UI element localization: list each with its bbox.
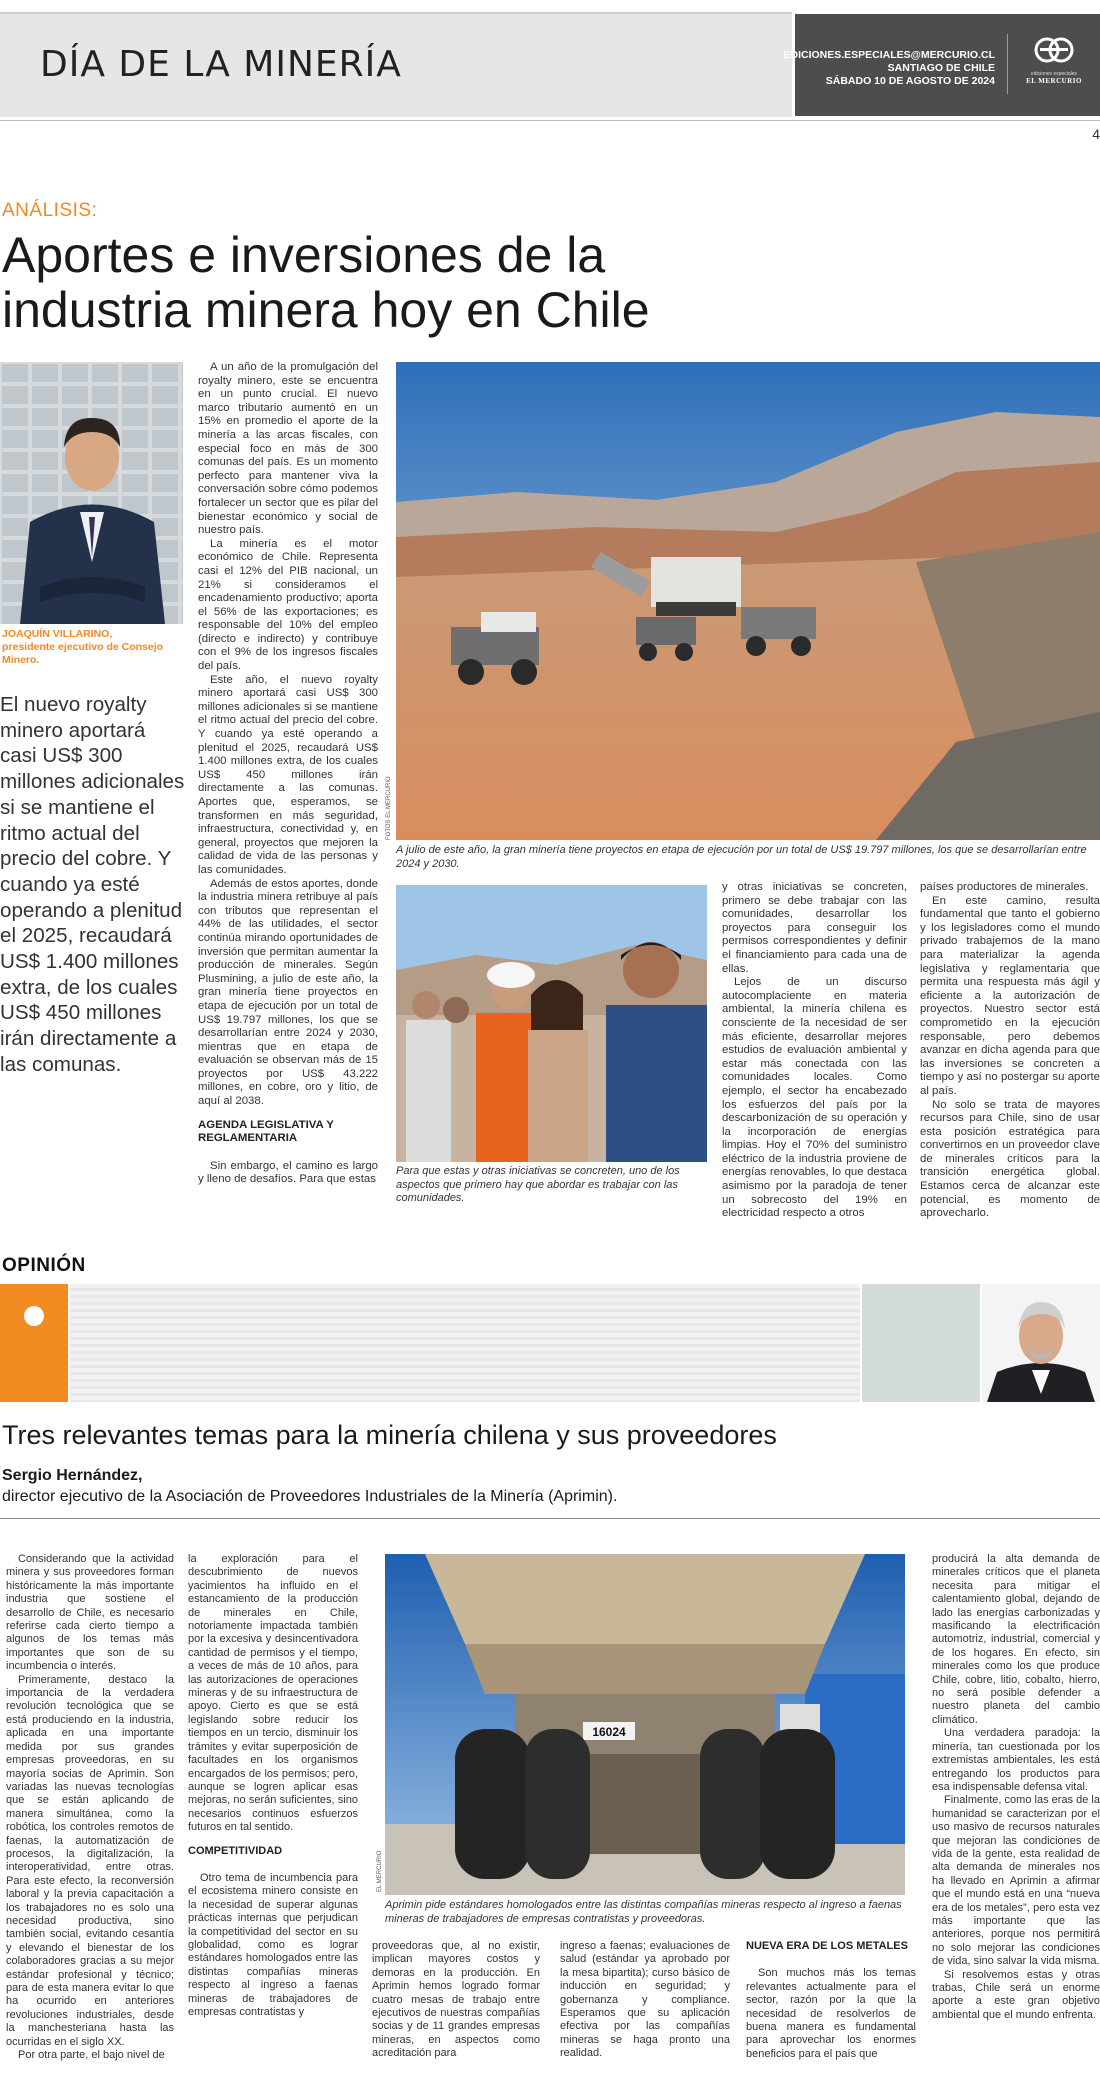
header-divider bbox=[1007, 34, 1008, 94]
paragraph: países productores de minerales. bbox=[920, 881, 1089, 893]
photo-credit: FOTOS EL MERCURIO bbox=[386, 776, 392, 840]
opinion-accent-block bbox=[0, 1284, 68, 1402]
article-column-2 bbox=[722, 881, 907, 1221]
opinion-author-role: director ejecutivo de la Asociación de Proveedores Industriales de la Minería (Aprimin). bbox=[2, 1488, 618, 1505]
paragraph: No solo se trata de mayores recursos para Chile, sino de usar esta posición estratégica para convertirnos en un proveedor clave de minerales críticos para la transición energética global. Estamos cerca de alcanzar este potencial, es momento de aprovecharlo. bbox=[920, 1098, 1100, 1220]
paragraph: Sin embargo, el camino es largo y lleno de desafíos. Para que estas bbox=[198, 1159, 378, 1186]
paragraph: Además de estos aportes, donde la industria minera retribuye al país con tributos que representan el 44% de las utilidades, el sector continúa mirando oportunidades de inversión que permitan aumentar la producción de minerales. Según Plusmining, a julio de este año, la gran minería tiene proyectos en etapa de ejecución por un total de US$ 19.797 millones, los que se desarrollarían entre 2024 y 2030, mientras que en etapa de evaluación se observan más de 15 proyectos por US$ 43.222 millones, en cobre, oro y litio, de aquí al 2038. bbox=[198, 877, 378, 1108]
paragraph: ingreso a faenas; evaluaciones de salud (estándar ya aprobado por la mesa bipartita); curso básico de inducción en seguridad; y gobernanza y compliance. Esperamos que su aplicación efectiva por las compañías mineras se haga pronto una realidad. bbox=[560, 1940, 730, 2060]
opinion-headline: Tres relevantes temas para la minería chilena y sus proveedores bbox=[2, 1420, 777, 1450]
mine-photo-caption: A julio de este año, la gran minería tiene proyectos en etapa de ejecución por un total de US$ 19.797 millones, los que se desarrollarían entre 2024 y 2030. bbox=[396, 844, 1087, 870]
el-mercurio-logo bbox=[1021, 36, 1087, 96]
paragraph: proveedoras que, al no existir, implican mayores costos y demoras en la producción. En Aprimin hemos logrado formar cuatro mesas de trabajo entre ejecutivos de nuestras compañías socias y de 11 grandes empresas mineras, en aspectos como acreditación para bbox=[372, 1940, 540, 2060]
opinion-teal-block bbox=[862, 1284, 980, 1402]
paragraph: Finalmente, como las eras de la humanidad se caracterizan por el uso masivo de recursos naturales que mejoran las condiciones de vida de la gente, esta realidad de alta demanda de minerales nos ha llevado en Aprimin a afirmar que el mundo está en una “nueva era de los metales”, pero esta vez más importante que las anteriores, porque nos permitirá no solo mejorar las condiciones de vida, sino salvar la vida misma. bbox=[932, 1794, 1100, 1968]
opinion-column-5 bbox=[746, 1940, 916, 2061]
header-info-box bbox=[783, 14, 1100, 116]
paragraph: Lejos de un discurso autocomplaciente en materia ambiental, la minería chilena es consciente de la necesidad de ser más eficiente, desarrollar mejores estudios de evaluación ambiental y estar más conectada con las comunidades locales. Como ejemplo, el sector ha encabezado los esfuerzos del país por la descarbonización de su operación y la incorporación de energías limpias. Hoy el 70% del suministro eléctrico de la industria proviene de energías renovables, lo que destaca asimismo por la paradoja de tener un sobrecosto del 19% en electricidad respecto a otros bbox=[722, 976, 907, 1220]
header-city: SANTIAGO DE CHILE bbox=[887, 62, 995, 74]
article-kicker: ANÁLISIS: bbox=[2, 200, 98, 221]
paragraph: La minería es el motor económico de Chile. Representa casi el 12% del PIB nacional, un 21% si consideramos el encadenamiento productivo; aporta el 56% de las exportaciones; es responsable del 10% del empleo (directo e indirecto) y contribuye con el 9% de los ingresos fiscales del país. bbox=[198, 537, 378, 673]
paragraph: Primeramente, destaco la importancia de la verdadera revolución tecnológica que se está produciendo en la industria, aplicada en una importante medida por sus grandes empresas proveedoras, en su mayoría socias de Aprimin. Son variadas las nuevas tecnologías que se están aplicando de manera simultánea, como la robótica, los controles remotos de faenas, la automatización de procesos, la digitalización, la interoperatividad, entre otras. Para este efecto, la reconversión laboral y la previa capacitación a los trabajadores no es solo una necesidad productiva, sino también social, evitando cesantía y elevando el bienestar de los colaboradores gracias a su mejor estándar profesional y técnico; para de esta manera evitar lo que ha ocurrido en anteriores revoluciones industriales, desde la manchesteriana hasta las ocurridas en el siglo XX. bbox=[6, 1673, 174, 2048]
opinion-column-1 bbox=[6, 1553, 174, 2062]
header-banner bbox=[0, 12, 792, 117]
section-title: DÍA DE LA MINERÍA bbox=[40, 44, 402, 85]
pull-quote: El nuevo royalty minero aportará casi US$ 300 millones adicionales si se mantiene el ritmo actual del precio del cobre. Y cuando ya esté operando a plenitud el 2025, recaudará US$ 1.400 millones extra, de los cuales US$ 450 millones irán directamente a las comunas. bbox=[0, 693, 185, 1076]
opinion-section-label: OPINIÓN bbox=[2, 1255, 86, 1276]
article-headline: Aportes e inversiones de la industria minera hoy en Chile bbox=[2, 227, 650, 338]
opinion-divider bbox=[0, 1518, 1100, 1519]
photo-credit: EL MERCURIO bbox=[377, 1850, 383, 1892]
author-name-text: JOAQUÍN VILLARINO, bbox=[2, 628, 113, 640]
page-number: 4 bbox=[1092, 126, 1100, 142]
truck-number-plate: 16024 bbox=[592, 1725, 626, 1739]
logo-name: EL MERCURIO bbox=[1026, 77, 1082, 85]
opinion-striped-band bbox=[70, 1284, 860, 1402]
haul-truck-photo bbox=[385, 1554, 905, 1895]
paragraph: En este camino, resulta fundamental que tanto el gobierno y los legisladores como el mundo privado trabajemos de la mano para materializar la agenda legislativa y reglamentaria que permita una respuesta más ágil y eficiente a la autorización de proyectos. Nuestro sector está comprometido en la ejecución responsable, pero debemos avanzar en dicha agenda para que las inversiones se concreten a tiempo y así no postergar su aporte al país. bbox=[920, 894, 1100, 1097]
mine-photo bbox=[396, 362, 1100, 840]
paragraph: Una verdadera paradoja: la minería, tan cuestionada por los extremistas ambientales, les está entregando los productos para esa indispensable defensa vital. bbox=[932, 1727, 1100, 1793]
author-name bbox=[2, 628, 182, 667]
logo-subtitle: ediciones especiales bbox=[1030, 71, 1078, 77]
paragraph: Otro tema de incumbencia para el ecosistema minero consiste en la necesidad de superar algunas prácticas internas que perjudican la competitividad del sector en su globalidad, como es lograr estándares homologados entre las distintas compañías mineras respecto al ingreso a faenas mineras de trabajadores de empresas contratistas y bbox=[188, 1871, 358, 2018]
paragraph: la exploración para el descubrimiento de nuevos yacimientos ha influido en el estancamiento de la producción de minerales en Chile, notoriamente impactada también por la excesiva y desincentivadora cantidad de permisos y el tiempo, a veces de más de 10 años, para las autorizaciones de operaciones mineras y de su infraestructura de apoyo. Cierto es que se está legislando sobre reducir los tiempos en un tercio, disminuir los trámites y evitar superposición de facultades en los organismos encargados de los permisos; pero, aunque se logren aplicar esas mejoras, no serán suficientes, sino necesarios continuos esfuerzos futuros en tal sentido. bbox=[188, 1553, 358, 1834]
paragraph: A un año de la promulgación del royalty minero, este se encuentra en un punto crucial. El nuevo marco tributario aumentó en un 15% en promedio el aporte de la minería a las arcas fiscales, con especial foco en más de 300 comunas del país. Es un momento perfecto para mantener viva la conversación sobre cómo podemos fortalecer un sector que es pilar del bienestar económico y social de nuestro país. bbox=[198, 361, 378, 537]
opinion-author: Sergio Hernández, bbox=[2, 1467, 143, 1484]
opinion-column-2 bbox=[188, 1553, 358, 2019]
paragraph: Considerando que la actividad minera y sus proveedores forman históricamente la más importante industria que sostiene el desarrollo de Chile, es necesario referirse cada cierto tiempo a algunos de los temas más importantes que son de su incumbencia o interés. bbox=[6, 1553, 174, 1673]
author-role: presidente ejecutivo de Consejo Minero. bbox=[2, 641, 164, 666]
header-email[interactable]: EDICIONES.ESPECIALES@MERCURIO.CL bbox=[783, 49, 995, 61]
truck-photo-caption: Aprimin pide estándares homologados entre las distintas compañías mineras respecto al ingreso a faenas mineras de trabajadores de empresas contratistas y proveedoras. bbox=[385, 1899, 902, 1925]
community-photo bbox=[396, 885, 707, 1162]
header-rule bbox=[0, 120, 1100, 121]
paragraph: producirá la alta demanda de minerales críticos que el planeta necesita para mitigar el calentamiento global, dejando de lado las energías carbonizadas y masificando la electrificación automotriz, industrial, comercial y de los hogares. En efecto, sin minerales como los que produce Chile, cobre, litio, cobalto, hierro, no será posible defender a nuestro planeta del cambio climático. bbox=[932, 1553, 1100, 1726]
article-column-1 bbox=[198, 361, 378, 1187]
community-photo-caption: Para que estas y otras iniciativas se concreten, uno de los aspectos que primero hay que abordar es trabajar con las comunidades. bbox=[396, 1165, 680, 1204]
paragraph: Este año, el nuevo royalty minero aportará casi US$ 300 millones adicionales si se mantiene el ritmo actual del precio del cobre. Y cuando ya esté operando a plenitud el 2025, recaudará US$ 1.400 millones extra, de los cuales US$ 450 millones irán directamente a las comunas. Aportes que, esperamos, se transformen en más seguridad, infraestructura, conectividad y, en general, proyectos que mejoren la calidad de vida de las personas y las comunidades. bbox=[198, 673, 378, 876]
opinion-author-photo bbox=[982, 1284, 1100, 1402]
opinion-column-4 bbox=[560, 1940, 730, 2061]
opinion-column-3 bbox=[372, 1940, 540, 2061]
header-date: SÁBADO 10 DE AGOSTO DE 2024 bbox=[825, 75, 995, 87]
article-column-3 bbox=[920, 881, 1100, 1221]
ediciones-especiales-logo-icon bbox=[1034, 36, 1074, 64]
subheading: NUEVA ERA DE LOS METALES bbox=[746, 1940, 908, 1952]
paragraph: Por otra parte, el bajo nivel de bbox=[18, 2049, 165, 2062]
author-photo bbox=[0, 362, 183, 624]
opinion-column-6 bbox=[932, 1553, 1100, 2022]
person-woman bbox=[528, 980, 588, 1162]
paragraph: Son muchos más los temas relevantes actualmente para el sector, razón por la que la necesidad de resolverlos de buena manera es fundamental para aprovechar los enormes beneficios para el país que bbox=[746, 1967, 916, 2060]
opinion-dot-icon bbox=[24, 1306, 44, 1326]
subheading: COMPETITIVIDAD bbox=[188, 1844, 283, 1857]
subheading: AGENDA LEGISLATIVA Y REGLAMENTARIA bbox=[198, 1118, 334, 1145]
paragraph: y otras iniciativas se concreten, primero se debe trabajar con las comunidades, desarrollar los proyectos para conseguir los permisos correspondientes y definir el financiamiento para cada una de ellas. bbox=[722, 881, 907, 975]
paragraph: Si resolvemos estas y otras trabas, Chile será un enorme aporte a este gran objetivo ambiental que el mundo enfrenta. bbox=[932, 1968, 1100, 2021]
